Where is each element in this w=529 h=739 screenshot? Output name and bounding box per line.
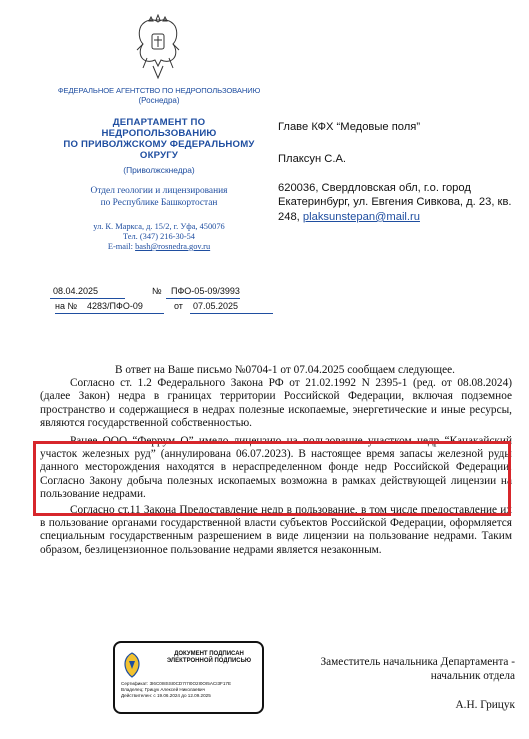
recipient-email-link[interactable]: plaksunstepan@mail.ru [302,210,420,223]
recipient-name: Плаксун С.А. [278,153,347,165]
sender-contacts [20,222,298,252]
reference-date-underline [190,313,273,314]
agency-short-name: (Роснедра) [138,96,180,105]
registration-number-underline [166,298,240,299]
stamp-title [159,651,259,665]
registration-number-label: № [152,286,162,296]
department-line: НЕДРОПОЛЬЗОВАНИЮ [101,128,217,139]
signer-position [285,655,515,683]
coat-of-arms-emblem [133,14,183,80]
registration-date: 08.04.2025 [53,286,99,296]
reference-number-label: на № [55,301,78,311]
reference-date: 07.05.2025 [193,301,239,311]
sender-address: ул. К. Маркса, д. 15/2, г. Уфа, 450076 [93,222,225,231]
recipient-address: 620036, Свердловская обл, г.о. город Екатеринбург, ул. Евгения Сивкова, д. 23, кв. 248, [278,182,512,223]
agency-name: ФЕДЕРАЛЬНОЕ АГЕНТСТВО ПО НЕДРОПОЛЬЗОВАНИЮ [57,86,261,95]
sender-email-link[interactable]: bash@rosnedra.gov.ru [135,242,211,251]
email-label: E-mail: [107,242,136,251]
sender-email-line [20,242,298,252]
subdivision-line: Отдел геологии и лицензирования [90,186,228,196]
stamp-owner: Владелец: Грицук Алексей Николаевич [121,687,206,692]
stamp-info [121,681,261,699]
registration-date-underline [50,298,125,299]
department-line: ОКРУГУ [139,150,179,161]
body-paragraph-intro: В ответ на Ваше письмо №0704-1 от 07.04.2025 сообщаем следующее. [115,364,455,376]
body-paragraph-license: Ранее ООО “Феррум О” имело лицензию на пользование участком недр “Канакайский участок железных руд” (аннулирована 06.07.2023). В настоящее время запасы железной руды данного месторождения находятся в нераспределенном фонде недр Российской Федерации. Согласно Закону добыча полезных ископаемых возможна в рамках действующей лицензии на пользование недрами. [40,435,512,500]
reference-number: 4283/ПФО-09 [87,301,143,311]
recipient-title: Главе КФХ “Медовые поля” [278,121,421,133]
registration-number: ПФО-05-09/3993 [171,286,240,296]
department-line: ДЕПАРТАМЕНТ ПО [112,117,206,128]
stamp-validity: Действителен: с 19.06.2024 до 12.09.2025 [121,693,211,698]
department-short-name: (Приволжскнедра) [123,165,195,175]
highlight-box [33,441,511,516]
subdivision-name [20,185,298,209]
department-line: ПО ПРИВОЛЖСКОМУ ФЕДЕРАЛЬНОМУ [63,139,255,150]
subdivision-line: по Республике Башкортостан [100,198,218,208]
signer-name: А.Н. Грицук [455,699,515,711]
body-paragraph-law: Согласно ст. 1.2 Федерального Закона РФ от 21.02.1992 N 2395-1 (ред. от 08.08.2024) (далее Закон) недра в границах территории Российской Федерации, включая подземное пространство и содержащиеся в недрах полезные ископаемые, энергетические и иные ресурсы, являются государственной собственностью. [40,377,512,429]
stamp-emblem-icon [121,651,143,679]
sender-phone: Тел. (347) 216-30-54 [122,232,195,241]
stamp-title-line: ДОКУМЕНТ ПОДПИСАН [174,651,244,657]
reference-date-label: от [174,301,183,311]
reference-number-underline [55,313,164,314]
stamp-title-line: ЭЛЕКТРОННОЙ ПОДПИСЬЮ [166,658,252,664]
department-name [20,117,298,161]
recipient-address-block [278,181,518,224]
signer-position-line: начальник отдела [430,670,515,682]
signer-position-line: Заместитель начальника Департамента - [320,656,515,668]
electronic-signature-stamp [113,641,264,714]
stamp-certificate: Сертификат: 3I6C0I8SSI0CD7I7I0O2I0OI5ACI3F17E [121,681,232,686]
body-paragraph-conclusion: Согласно ст.11 Закона Предоставление недр в пользование, в том числе предоставление их в пользование органами государственной власти субъектов Российской Федерации, оформляется специальным государственным разрешением в виде лицензии на пользование недрами. Таким образом, безлицензионное пользование недрами является незаконным. [40,504,512,556]
